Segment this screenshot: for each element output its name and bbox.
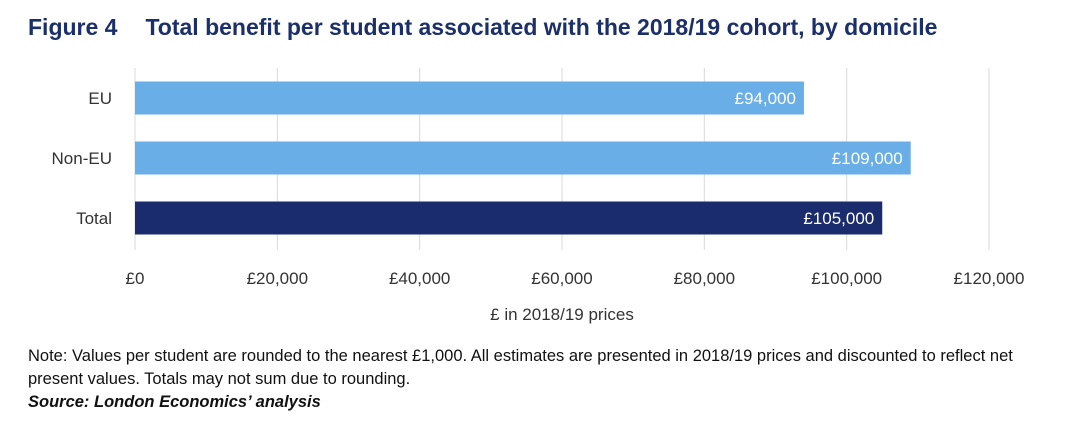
bar-non-eu [135, 142, 911, 175]
x-tick-label: £20,000 [246, 269, 309, 288]
bars [135, 82, 911, 235]
category-label: Total [76, 209, 112, 228]
bar-eu [135, 82, 804, 115]
data-label: £109,000 [831, 149, 903, 168]
category-labels [52, 89, 112, 228]
figure-notes [28, 345, 1068, 414]
figure-number: Figure 4 [28, 14, 118, 40]
x-tick-label: £80,000 [673, 269, 736, 288]
figure-title-text: Total benefit per student associated with the 2018/19 cohort, by domicile [145, 14, 938, 40]
category-label: EU [88, 89, 112, 108]
x-tick-label: £0 [125, 269, 145, 288]
note-text: Note: Values per student are rounded to the nearest £1,000. All estimates are presented in 2018/19 prices and discounted to reflect net present values. Totals may not sum due to rounding. [28, 347, 1013, 388]
category-label: Non-EU [51, 149, 112, 168]
x-tick-label: £120,000 [953, 269, 1025, 288]
x-axis-label: £ in 2018/19 prices [490, 305, 634, 324]
x-tick-labels [126, 269, 1025, 288]
x-tick-label: £40,000 [388, 269, 451, 288]
data-label: £94,000 [734, 89, 796, 108]
bar-total [135, 202, 882, 235]
data-label: £105,000 [803, 209, 875, 228]
x-tick-label: £60,000 [531, 269, 593, 288]
source-text: Source: London Economics’ analysis [28, 393, 321, 411]
x-tick-label: £100,000 [811, 269, 883, 288]
